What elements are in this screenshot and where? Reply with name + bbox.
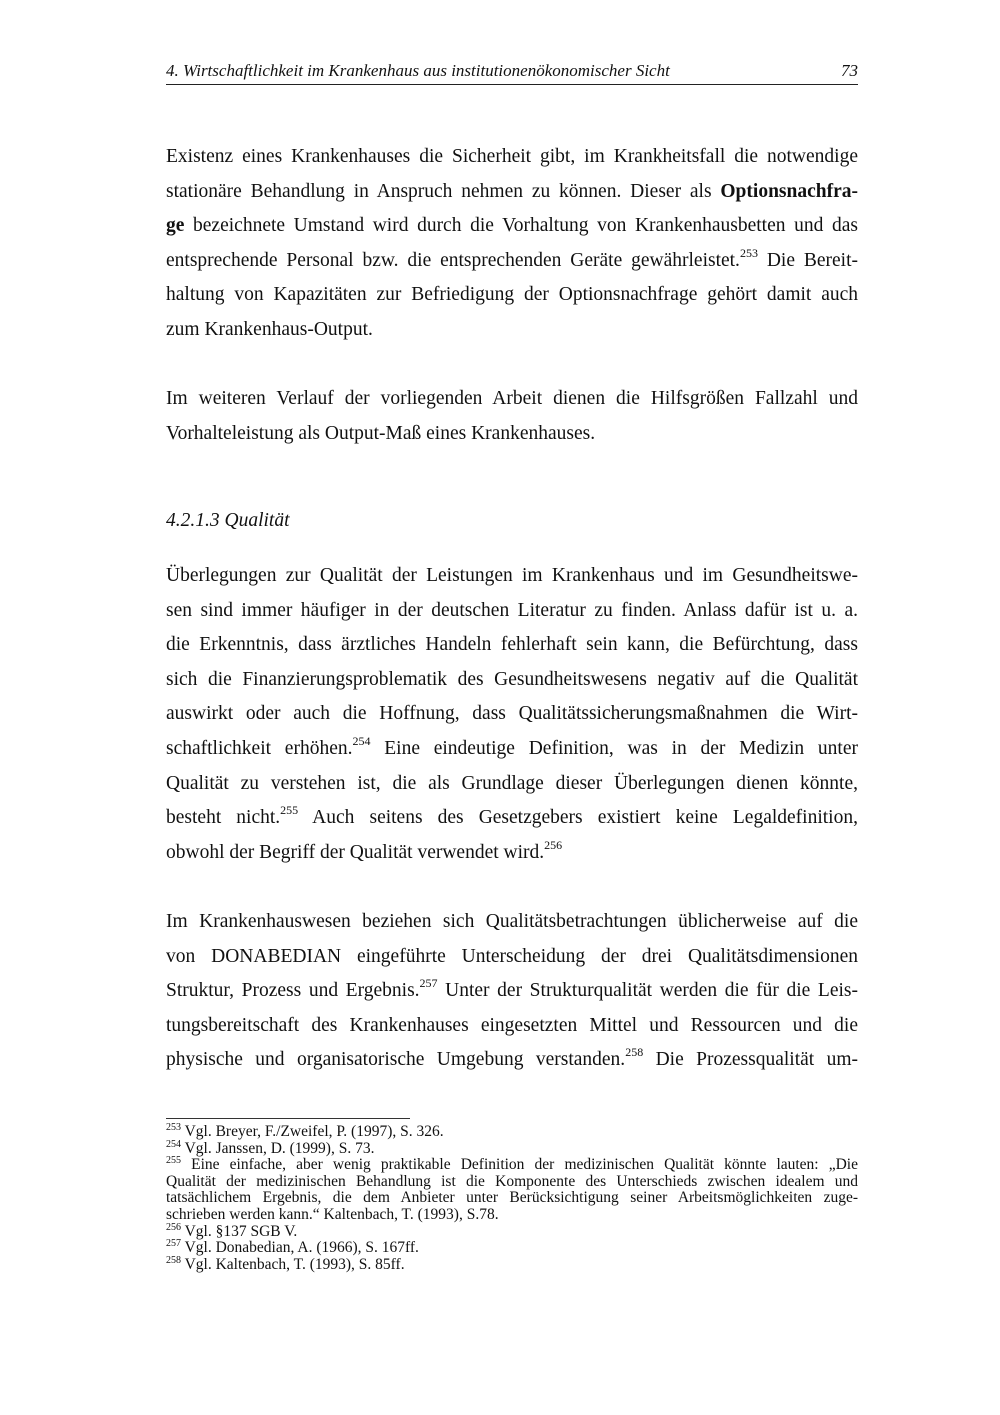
text-line: auswirkt oder auch die Hoffnung, dass Qualitätssicherungsmaßnahmen die Wirt- [166,703,858,725]
text-line: Im weiteren Verlauf der vorliegenden Arbeit dienen die Hilfsgrößen Fallzahl und [166,388,858,409]
footnote-255-cont: schrieben werden kann.“ Kaltenbach, T. (1993), S.78. [166,1205,499,1223]
text-line: tungsbereitschaft des Krankenhauses eingesetzten Mittel und Ressourcen und die [166,1014,858,1036]
footnote-separator [166,1118,410,1119]
footnote-256: $^{256}$ Vgl. §137 SGB V. [166,1221,298,1240]
text-line: Im Krankenhauswesen beziehen sich Qualitätsbetrachtungen üblicherweise auf die [166,911,858,932]
text-line: stationäre Behandlung in Anspruch nehmen zu können. Dieser als Optionsnachfra- [166,180,858,202]
text-line: sich die Finanzierungsproblematik des Gesundheitswesens negativ auf die Qualität [166,668,858,690]
footnote-ref[interactable]: 258 [625,1045,644,1060]
text-line: haltung von Kapazitäten zur Befriedigung der Optionsnachfrage gehört damit auch [166,284,858,306]
text-line: die Erkenntnis, dass ärztliches Handeln fehlerhaft sein kann, die Befürchtung, dass [166,634,858,656]
text-line: sen sind immer häufiger in der deutschen Literatur zu finden. Anlass dafür ist u. a. [166,599,858,621]
footnote-255-cont: Qualität der medizinischen Behandlung ist die Komponente des Unterschieds zwischen idealem und [166,1172,858,1190]
footnote-253: $^{253}$ Vgl. Breyer, F./Zweifel, P. (1997), S. 326. [166,1122,444,1140]
bold-term: ge [166,215,185,237]
page-number: 73 [841,61,858,80]
text-line: Qualität zu verstehen ist, die als Grundlage dieser Überlegungen dienen könnte, [166,772,858,794]
text-line: Vorhalteleistung als Output-Maß eines Krankenhauses. [166,422,596,444]
footnote-258: $^{258}$ Vgl. Kaltenbach, T. (1993), S. 85ff. [166,1254,405,1273]
text-line: zum Krankenhaus-Output. [166,318,373,340]
footnote-257: $^{257}$ Vgl. Donabedian, A. (1966), S. 167ff. [166,1238,419,1257]
section-heading: 4.2.1.3 Qualität [166,510,290,531]
text-line: Struktur, Prozess und Ergebnis.$^{257}$ Unter der Strukturqualität werden die für die Leis- [166,976,858,1002]
text-line: Existenz eines Krankenhauses die Sicherheit gibt, im Krankheitsfall die notwendige [166,146,858,167]
footnote-255-cont: tatsächlichem Ergebnis, die dem Anbieter unter Berücksichtigung seiner Arbeitsmöglichkeiten zuge- [166,1189,858,1207]
text-line: physische und organisatorische Umgebung verstanden.$^{258}$ Die Prozessqualität um- [166,1045,859,1071]
text-line: obwohl der Begriff der Qualität verwendet wird.$^{256}$ [166,837,563,863]
text-line: entsprechende Personal bzw. die entsprechenden Geräte gewährleistet.$^{253}$ Die Bereit- [166,245,858,271]
footnote-255: $^{255}$ Eine einfache, aber wenig praktikable Definition der medizinischen Qualität könnte lauten: „Die [166,1155,858,1174]
header-title: 4. Wirtschaftlichkeit im Krankenhaus aus institutionenökonomischer Sicht [166,61,670,80]
bold-term: Optionsnachfra- [720,180,858,202]
paragraph-4 [166,905,858,1078]
footnote-254: $^{254}$ Vgl. Janssen, D. (1999), S. 73. [166,1138,375,1157]
text-line: schaftlichkeit erhöhen.$^{254}$ Eine eindeutige Definition, was in der Medizin unter [166,733,858,759]
footnotes [166,1124,858,1273]
paragraph-1 [166,140,858,348]
footnote-ref[interactable]: 256 [544,837,563,852]
text-line: von DONABEDIAN eingeführte Unterscheidung der drei Qualitätsdimensionen [166,945,858,967]
running-header [166,58,858,85]
text-line: ge bezeichnete Umstand wird durch die Vorhaltung von Krankenhausbetten und das [166,215,858,237]
footnote-ref[interactable]: 257 [419,976,438,991]
text-line: Überlegungen zur Qualität der Leistungen im Krankenhaus und im Gesundheitswe- [166,565,858,586]
footnote-ref[interactable]: 253 [739,245,758,260]
footnote-ref[interactable]: 255 [280,803,299,818]
paragraph-2 [166,382,858,451]
paragraph-3 [166,559,858,870]
text-line: besteht nicht.$^{255}$ Auch seitens des Gesetzgebers existiert keine Legaldefinition, [166,803,858,829]
footnote-ref[interactable]: 254 [352,733,371,748]
